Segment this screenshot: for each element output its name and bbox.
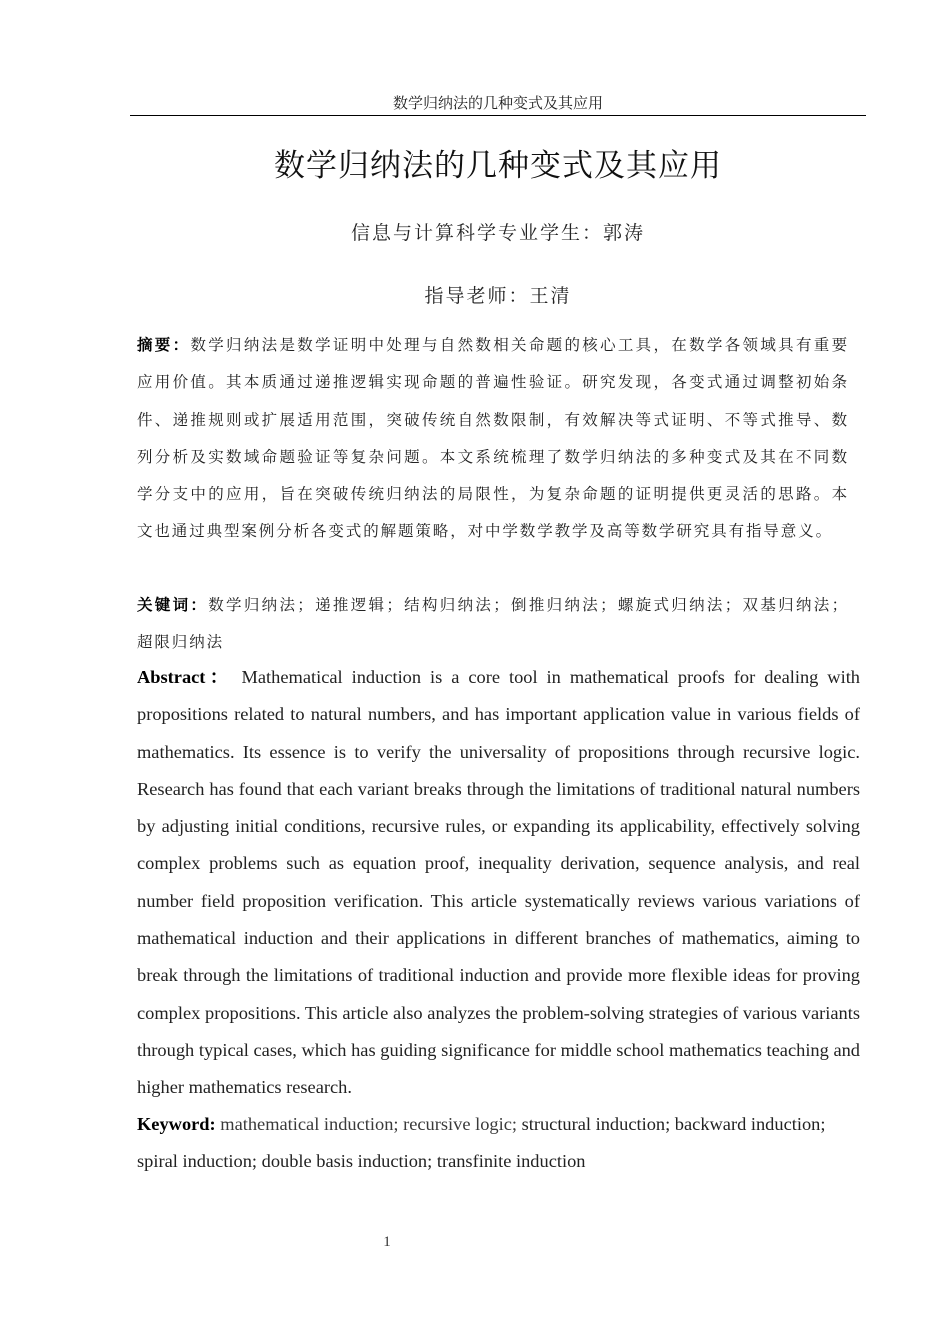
running-header: 数学归纳法的几种变式及其应用 [392, 94, 603, 112]
paper-title: 数学归纳法的几种变式及其应用 [274, 148, 722, 184]
chinese-keywords [137, 586, 849, 662]
english-abstract-label: Abstract： [137, 667, 233, 687]
english-keywords-label: Keyword: [137, 1114, 216, 1134]
chinese-keywords-label: 关键词： [137, 595, 209, 614]
author-line: 信息与计算科学专业学生：郭涛 [350, 222, 645, 244]
english-keywords-part2: structural induction; backward induction; spiral induction; double basis induction; transfinite induction [137, 1114, 826, 1172]
chinese-abstract-text: 数学归纳法是数学证明中处理与自然数相关命题的核心工具，在数学各领域具有重要应用价值。其本质通过递推逻辑实现命题的普遍性验证。研究发现，各变式通过调整初始条件、递推规则或扩展适用范围，突破传统自然数限制，有效解决等式证明、不等式推导、数列分析及实数域命题验证等复杂问题。本文系统梳理了数学归纳法的多种变式及其在不同数学分支中的应用，旨在突破传统归纳法的局限性，为复杂命题的证明提供更灵活的思路。本文也通过典型案例分析各变式的解题策略，对中学数学教学及高等数学研究具有指导意义。 [137, 336, 849, 541]
chinese-keywords-text: 数学归纳法；递推逻辑；结构归纳法；倒推归纳法；螺旋式归纳法；双基归纳法；超限归纳法 [137, 596, 849, 652]
english-abstract-text: Mathematical induction is a core tool in mathematical proofs for dealing with propositions related to natural numbers, and has important application value in various fields of mathematics. Its essence is to verify the universality of propositions through recursive logic. Research has found that each variant breaks through the limitations of traditional natural numbers by adjusting initial conditions, recursive rules, or expanding its applicability, effectively solving complex problems such as equation proof, inequality derivation, sequence analysis, and real number field proposition verification. This article systematically reviews various variations of mathematical induction and their applications in different branches of mathematics, aiming to break through the limitations of traditional induction and provide more flexible ideas for proving complex propositions. This article also analyzes the problem-solving strategies of various variants through typical cases, which has guiding significance for middle school mathematics teaching and higher mathematics research. [137, 667, 860, 1098]
english-keywords [137, 1106, 827, 1181]
chinese-abstract [137, 326, 849, 551]
english-keywords-part1: mathematical induction; recursive logic; [220, 1114, 517, 1134]
page-number: 1 [383, 1234, 391, 1250]
english-abstract [137, 659, 860, 1107]
chinese-abstract-label: 摘要： [137, 335, 191, 354]
advisor-line: 指导老师：王清 [424, 285, 572, 307]
header-rule [130, 115, 866, 116]
